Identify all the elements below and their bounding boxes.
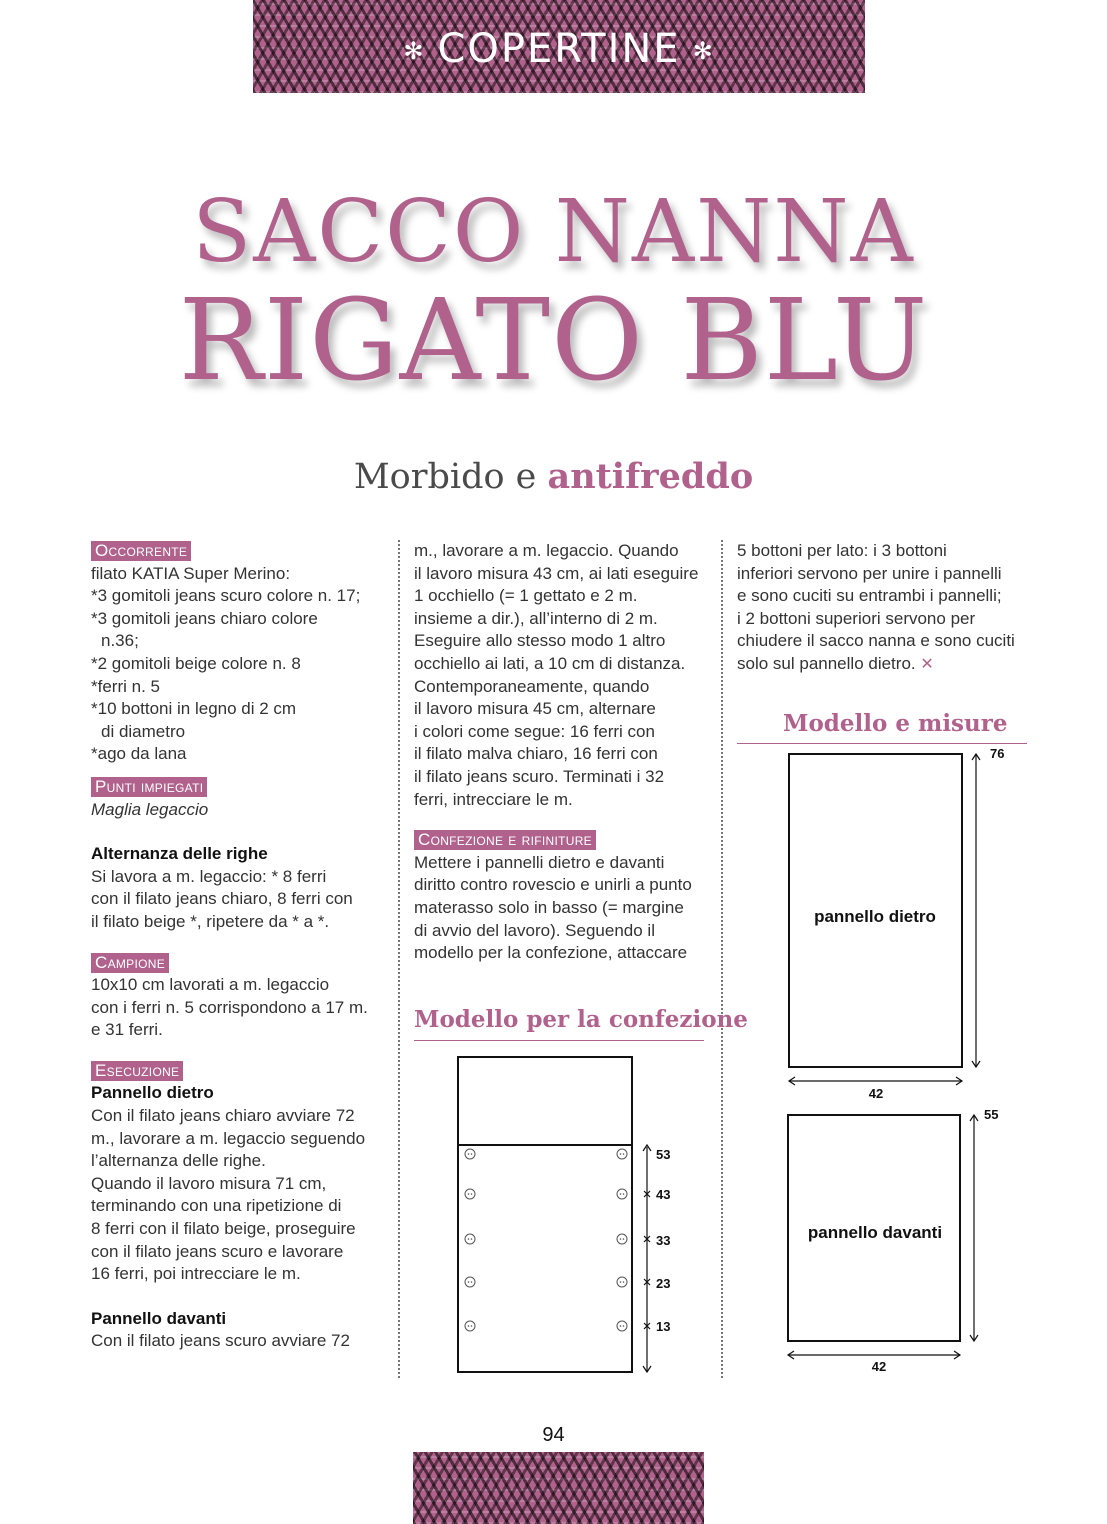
text-line: *ago da lana — [91, 744, 187, 764]
text-line: il lavoro misura 45 cm, alternare — [414, 699, 656, 719]
confezione-diagram — [450, 1050, 690, 1380]
text-line: di avvio del lavoro). Seguendo il — [414, 920, 655, 940]
text-line: Con il filato jeans chiaro avviare 72 — [91, 1106, 355, 1126]
page-number: 94 — [542, 1424, 565, 1446]
confezione-title-rule — [414, 1040, 704, 1041]
text-line: modello per la confezione, attaccare — [414, 943, 688, 963]
text-line: il filato jeans scuro. Terminati i 32 — [414, 766, 665, 786]
text-line: diritto contro rovescio e unirli a punto — [414, 875, 692, 895]
misure-diagram-title: Modello e misure — [783, 710, 1008, 737]
text-line: Eseguire allo stesso modo 1 altro — [414, 631, 666, 651]
text-line: Con il filato jeans scuro avviare 72 — [91, 1331, 350, 1351]
text-line: con il filato jeans scuro e lavorare — [91, 1241, 344, 1261]
column-1 — [91, 540, 389, 1353]
section-label: COPERTINE — [437, 26, 681, 72]
text-line: insieme a dir.), all’interno di 2 m. — [414, 608, 658, 628]
flower-icon: ✻ — [403, 37, 426, 65]
button-icon — [617, 1189, 627, 1199]
footer-banner — [413, 1452, 704, 1524]
button-icon — [465, 1321, 475, 1331]
text-line: filato KATIA Super Merino: — [91, 563, 291, 583]
text-line: chiudere il sacco nanna e sono cuciti — [737, 631, 1015, 651]
flower-icon: ✻ — [692, 37, 715, 65]
misure-title-rule — [737, 743, 1027, 744]
text-line: e sono cuciti su entrambi i pannelli; — [737, 586, 1002, 606]
button-icon — [617, 1277, 627, 1287]
text-line: Maglia legaccio — [91, 799, 209, 819]
button-icon — [465, 1234, 475, 1244]
body-rect — [458, 1145, 632, 1372]
subtitle-accent: antifreddo — [547, 456, 754, 497]
text-line: l’alternanza delle righe. — [91, 1151, 266, 1171]
mark-label: 23 — [656, 1276, 671, 1291]
davanti-width-label: 42 — [871, 1359, 887, 1374]
text-line: il filato malva chiaro, 16 ferri con — [414, 744, 658, 764]
text-line: ferri, intrecciare le m. — [414, 789, 573, 809]
confezione-diagram-title: Modello per la confezione — [414, 1006, 748, 1033]
text-line: Quando il lavoro misura 71 cm, — [91, 1173, 327, 1193]
button-icon — [617, 1149, 627, 1159]
button-icon — [617, 1234, 627, 1244]
davanti-label: pannello davanti — [807, 1223, 943, 1242]
text-line: n.36; — [101, 631, 139, 651]
page-title-line2: RIGATO BLU — [178, 276, 929, 406]
campione-heading: Campione — [91, 953, 169, 973]
text-line: Mettere i pannelli dietro e davanti — [414, 852, 665, 872]
text-line: *ferri n. 5 — [91, 676, 160, 696]
text-line: 16 ferri, poi intrecciare le m. — [91, 1264, 301, 1284]
column-2 — [414, 540, 710, 965]
occorrente-heading: Occorrente — [91, 541, 191, 561]
dietro-height-label: 76 — [990, 746, 1005, 761]
text-line: Si lavora a m. legaccio: * 8 ferri — [91, 866, 327, 886]
text-line: e 31 ferri. — [91, 1020, 163, 1040]
alternanza-title: Alternanza delle righe — [91, 844, 268, 864]
text-line: *2 gomitoli beige colore n. 8 — [91, 653, 301, 673]
text-line: 10x10 cm lavorati a m. legaccio — [91, 975, 330, 995]
mark-label: 43 — [656, 1187, 671, 1202]
flap-rect — [458, 1057, 632, 1145]
text-line: il lavoro misura 43 cm, ai lati eseguire — [414, 563, 699, 583]
text-line-end: solo sul pannello dietro. — [737, 653, 916, 673]
text-line: i 2 bottoni superiori servono per — [737, 608, 976, 628]
punti-heading: Punti impiegati — [91, 777, 207, 797]
text-line: *3 gomitoli jeans chiaro colore — [91, 608, 318, 628]
text-line: m., lavorare a m. legaccio seguendo — [91, 1128, 366, 1148]
text-line — [737, 653, 1027, 677]
column-3 — [737, 540, 1027, 677]
header-banner — [253, 0, 865, 93]
text-line: occhiello ai lati, a 10 cm di distanza. — [414, 653, 686, 673]
text-line: i colori come segue: 16 ferri con — [414, 721, 655, 741]
text-line: terminando con una ripetizione di — [91, 1196, 342, 1216]
button-icon — [465, 1149, 475, 1159]
mark-label: 33 — [656, 1233, 671, 1248]
end-mark-icon: ✕ — [920, 655, 934, 673]
text-line: di diametro — [101, 721, 186, 741]
text-line: 1 occhiello (= 1 gettato e 2 m. — [414, 586, 638, 606]
davanti-title: Pannello davanti — [91, 1308, 227, 1328]
confezione-heading: Confezione e rifiniture — [414, 830, 596, 850]
column-divider — [721, 540, 723, 1378]
column-divider — [398, 540, 400, 1378]
button-icon — [465, 1189, 475, 1199]
mark-label: 53 — [656, 1147, 671, 1162]
esecuzione-heading: Esecuzione — [91, 1061, 183, 1081]
text-line: materasso solo in basso (= margine — [414, 897, 684, 917]
button-icon — [617, 1321, 627, 1331]
text-line: il filato beige *, ripetere da * a *. — [91, 911, 330, 931]
text-line: m., lavorare a m. legaccio. Quando — [414, 541, 679, 560]
text-line: inferiori servono per unire i pannelli — [737, 563, 1002, 583]
mark-label: 13 — [656, 1319, 671, 1334]
text-line: 8 ferri con il filato beige, proseguire — [91, 1219, 356, 1239]
text-line: con il filato jeans chiaro, 8 ferri con — [91, 889, 353, 909]
subtitle-plain: Morbido e — [353, 457, 548, 497]
text-line: *10 bottoni in legno di 2 cm — [91, 699, 297, 719]
misure-diagram — [780, 745, 1020, 1385]
page-title-line1: SACCO NANNA — [192, 182, 915, 282]
subtitle — [0, 456, 1107, 497]
davanti-height-label: 55 — [984, 1107, 999, 1122]
dietro-width-label: 42 — [868, 1086, 884, 1101]
text-line: con i ferri n. 5 corrispondono a 17 m. — [91, 997, 368, 1017]
button-icon — [465, 1277, 475, 1287]
text-line: *3 gomitoli jeans scuro colore n. 17; — [91, 586, 361, 606]
text-line: 5 bottoni per lato: i 3 bottoni — [737, 541, 947, 560]
text-line: Contemporaneamente, quando — [414, 676, 650, 696]
dietro-label: pannello dietro — [814, 907, 936, 926]
section-title — [253, 26, 865, 72]
dietro-title: Pannello dietro — [91, 1083, 214, 1103]
